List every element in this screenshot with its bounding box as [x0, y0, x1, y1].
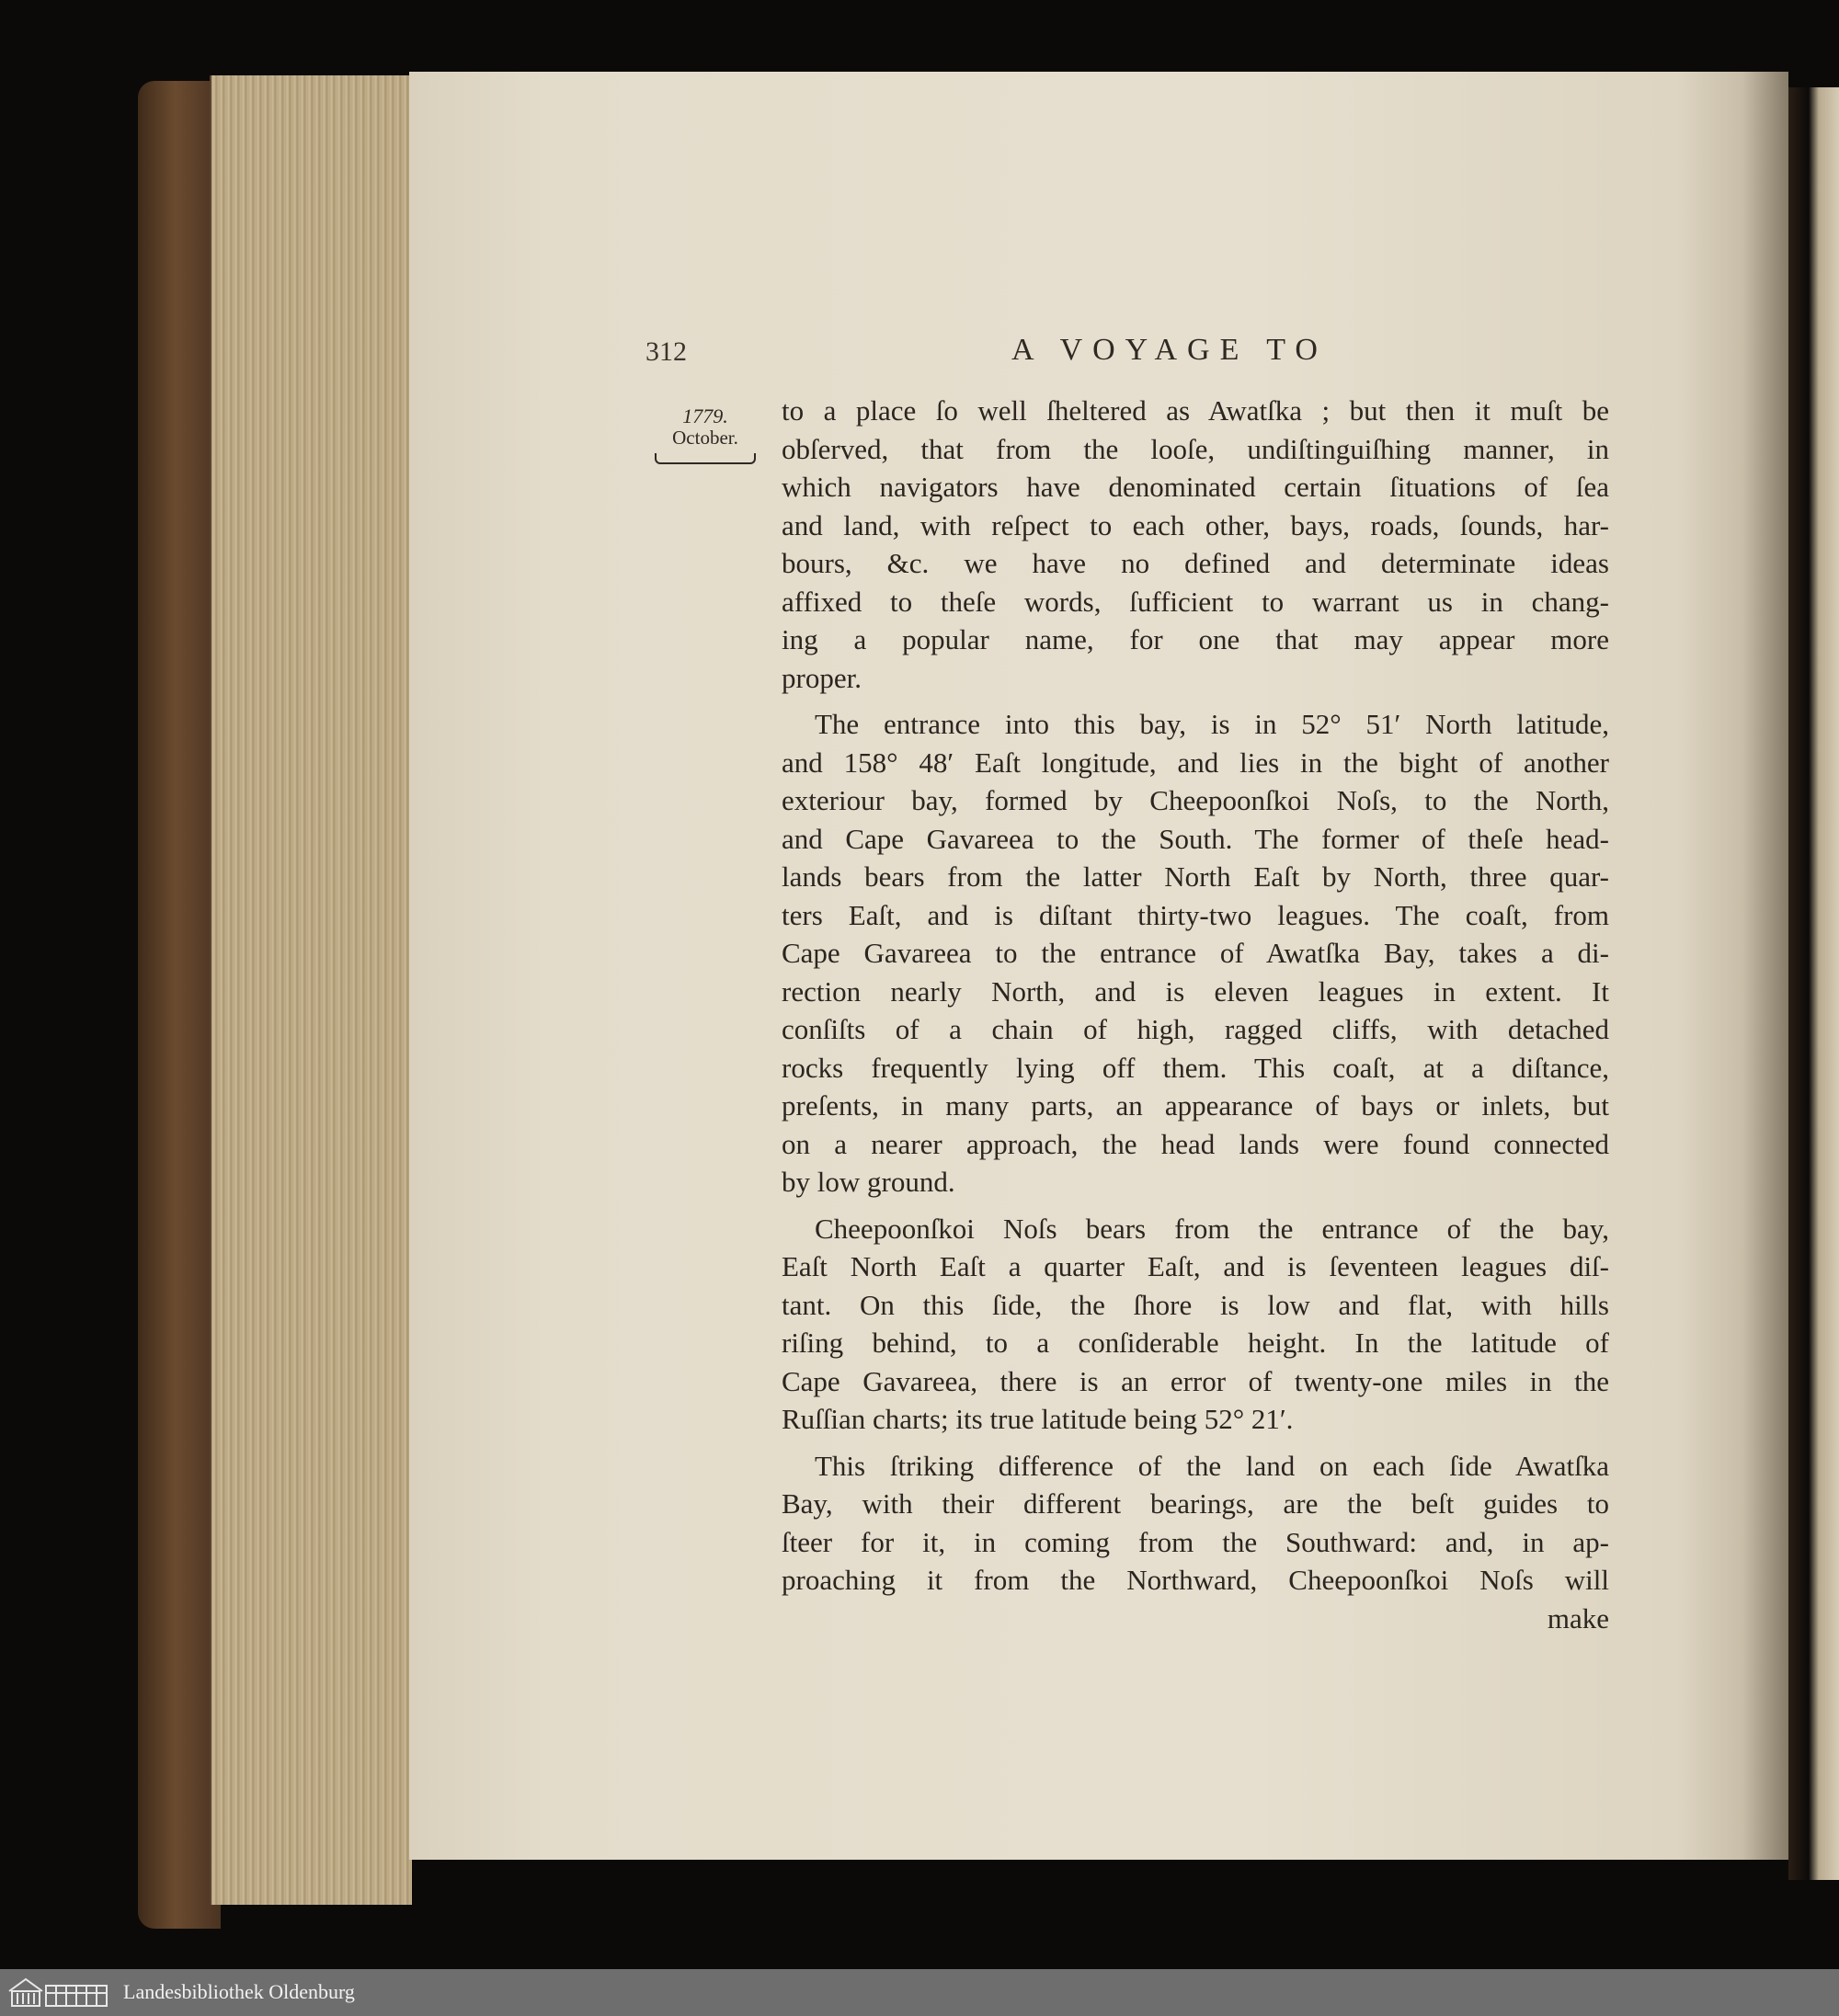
- text-line: conſiſts of a chain of high, ragged cliffs, with detached: [782, 1013, 1609, 1045]
- page-header: [0, 333, 1839, 379]
- text-line: Ruſſian charts; its true latitude being 52° 21′.: [782, 1403, 1294, 1435]
- paragraph-1: [782, 392, 1609, 697]
- catchword: make: [1547, 1601, 1609, 1634]
- text-line: The entrance into this bay, is in 52° 51′ North latitude,: [815, 708, 1609, 740]
- paragraph-3: [782, 1210, 1609, 1439]
- footer-bar: [0, 1969, 1839, 2016]
- text-line: rection nearly North, and is eleven leagues in extent. It: [782, 974, 1609, 1008]
- page-number: 312: [645, 336, 687, 367]
- margin-year: 1779.: [682, 404, 728, 427]
- text-line: tant. On this ſide, the ſhore is low and flat, with hills: [782, 1288, 1609, 1321]
- text-line: preſents, in many parts, an appearance of bays or inlets, but: [782, 1089, 1609, 1122]
- paragraph-4: [782, 1447, 1609, 1638]
- text-line: proaching it from the Northward, Cheepoonſkoi Noſs will: [782, 1564, 1609, 1596]
- library-logo-icon: [6, 1975, 114, 2010]
- text-line: to a place ſo well ſheltered as Awatſka ; but then it muſt be: [782, 394, 1609, 427]
- text-line: exteriour bay, formed by Cheepoonſkoi Noſs, to the North,: [782, 784, 1609, 816]
- margin-brace: [655, 453, 756, 464]
- text-line: and 158° 48′ Eaſt longitude, and lies in the bight of another: [782, 746, 1609, 779]
- text-line: lands bears from the latter North Eaſt by North, three quar-: [782, 860, 1609, 893]
- text-line: ſteer for it, in coming from the Southward: and, in ap-: [782, 1525, 1609, 1558]
- text-line: Cape Gavareea to the entrance of Awatſka Bay, takes a di-: [782, 937, 1609, 969]
- library-name: Landesbibliothek Oldenburg: [123, 1980, 355, 2003]
- text-line: ing a popular name, for one that may appear more: [782, 623, 1609, 655]
- text-line: proper.: [782, 661, 862, 694]
- text-line: affixed to theſe words, ſufficient to warrant us in chang-: [782, 585, 1609, 618]
- text-line: obſerved, that from the looſe, undiſtinguiſhing manner, in: [782, 432, 1609, 465]
- text-line: bours, &c. we have no defined and determinate ideas: [782, 547, 1609, 579]
- text-line: This ſtriking difference of the land on each ſide Awatſka: [815, 1449, 1609, 1482]
- margin-note: [655, 404, 756, 464]
- text-line: Bay, with their different bearings, are the beſt guides to: [782, 1487, 1609, 1520]
- text-line: which navigators have denominated certain ſituations of ſea: [782, 471, 1609, 503]
- text-line: ters Eaſt, and is diſtant thirty-two leagues. The coaſt, from: [782, 898, 1609, 931]
- text-line: on a nearer approach, the head lands were found connected: [782, 1127, 1609, 1160]
- text-line: Cheepoonſkoi Noſs bears from the entrance of the bay,: [815, 1212, 1609, 1245]
- text-line: and Cape Gavareea to the South. The former of theſe head-: [782, 822, 1609, 855]
- text-line: rocks frequently lying off them. This coaſt, at a diſtance,: [782, 1051, 1609, 1084]
- text-line: and land, with reſpect to each other, bays, roads, ſounds, har-: [782, 508, 1609, 541]
- text-line: Cape Gavareea, there is an error of twenty-one miles in the: [782, 1364, 1609, 1397]
- text-line: riſing behind, to a conſiderable height. In the latitude of: [782, 1327, 1609, 1359]
- text-line: by low ground.: [782, 1166, 955, 1198]
- text-line: Eaſt North Eaſt a quarter Eaſt, and is ſeventeen leagues diſ-: [782, 1250, 1609, 1282]
- body-text: [782, 392, 1609, 1637]
- margin-month: October.: [672, 427, 738, 449]
- paragraph-2: [782, 705, 1609, 1202]
- running-title: A VOYAGE TO: [1011, 333, 1328, 367]
